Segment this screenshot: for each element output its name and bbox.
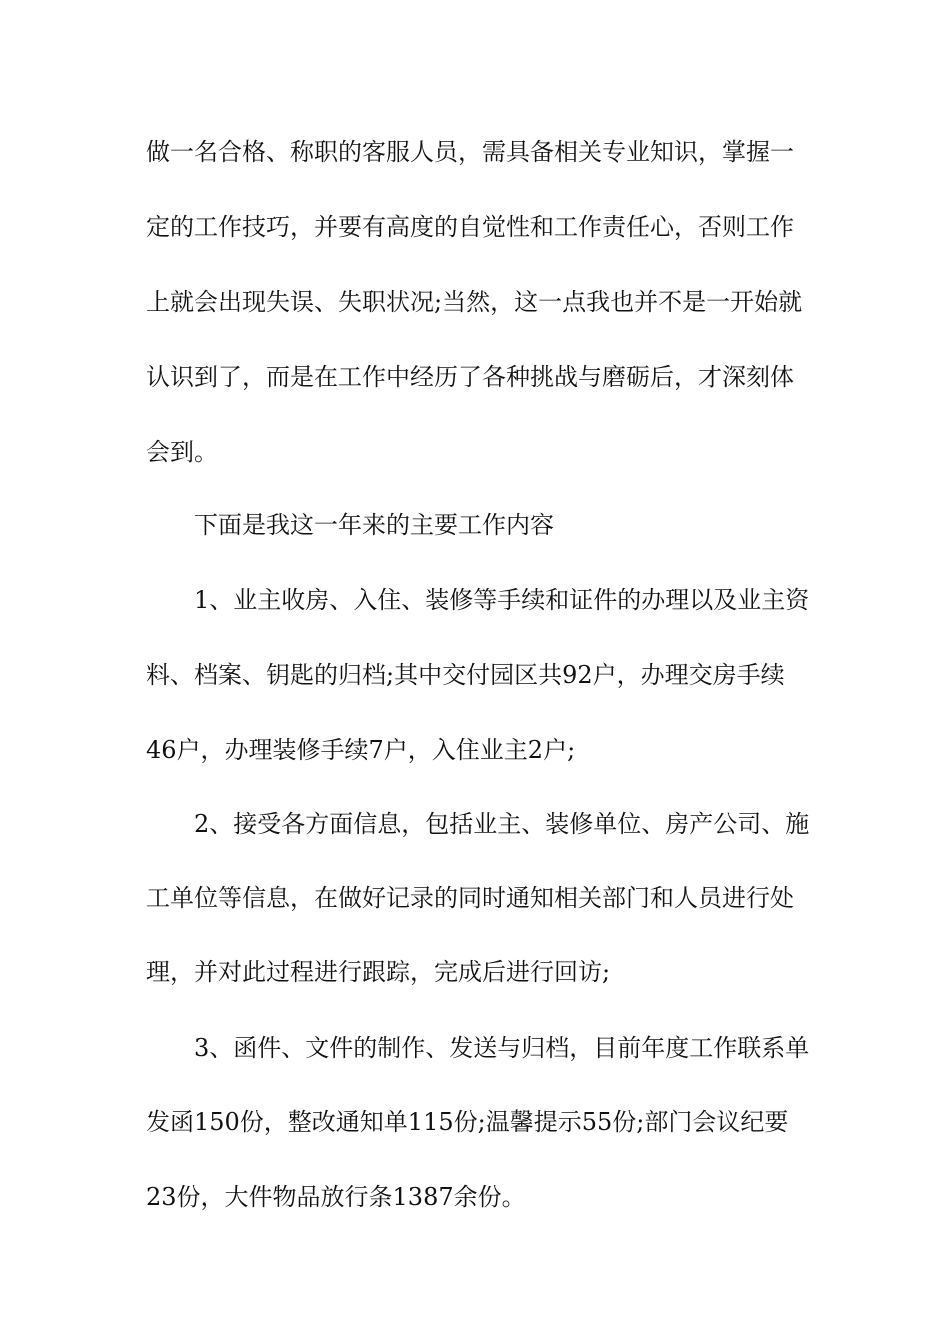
item-2-line-2: 工单位等信息，在做好记录的同时通知相关部门和人员进行处 <box>146 884 794 912</box>
item-2-line-1: 2、接受各方面信息，包括业主、装修单位、房产公司、施 <box>194 810 810 838</box>
paragraph-1-line-5: 会到。 <box>146 438 218 466</box>
item-2-line-3: 理，并对此过程进行跟踪，完成后进行回访; <box>146 958 611 986</box>
paragraph-1-line-2: 定的工作技巧，并要有高度的自觉性和工作责任心，否则工作 <box>146 213 794 241</box>
paragraph-1-line-3: 上就会出现失误、失职状况;当然，这一点我也并不是一开始就 <box>146 288 803 316</box>
item-1-line-1: 1、业主收房、入住、装修等手续和证件的办理以及业主资 <box>194 586 810 614</box>
section-heading: 下面是我这一年来的主要工作内容 <box>194 511 554 539</box>
item-3-line-1: 3、函件、文件的制作、发送与归档，目前年度工作联系单 <box>194 1034 810 1062</box>
paragraph-1-line-1: 做一名合格、称职的客服人员，需具备相关专业知识，掌握一 <box>146 138 794 166</box>
item-1-line-2: 料、档案、钥匙的归档;其中交付园区共92户，办理交房手续 <box>146 661 785 689</box>
paragraph-1-line-4: 认识到了，而是在工作中经历了各种挑战与磨砺后，才深刻体 <box>146 363 794 391</box>
item-3-line-3: 23份，大件物品放行条1387余份。 <box>146 1183 526 1211</box>
item-3-line-2: 发函150份，整改通知单115份;温馨提示55份;部门会议纪要 <box>146 1108 789 1136</box>
item-1-line-3: 46户，办理装修手续7户，入住业主2户; <box>146 736 576 764</box>
